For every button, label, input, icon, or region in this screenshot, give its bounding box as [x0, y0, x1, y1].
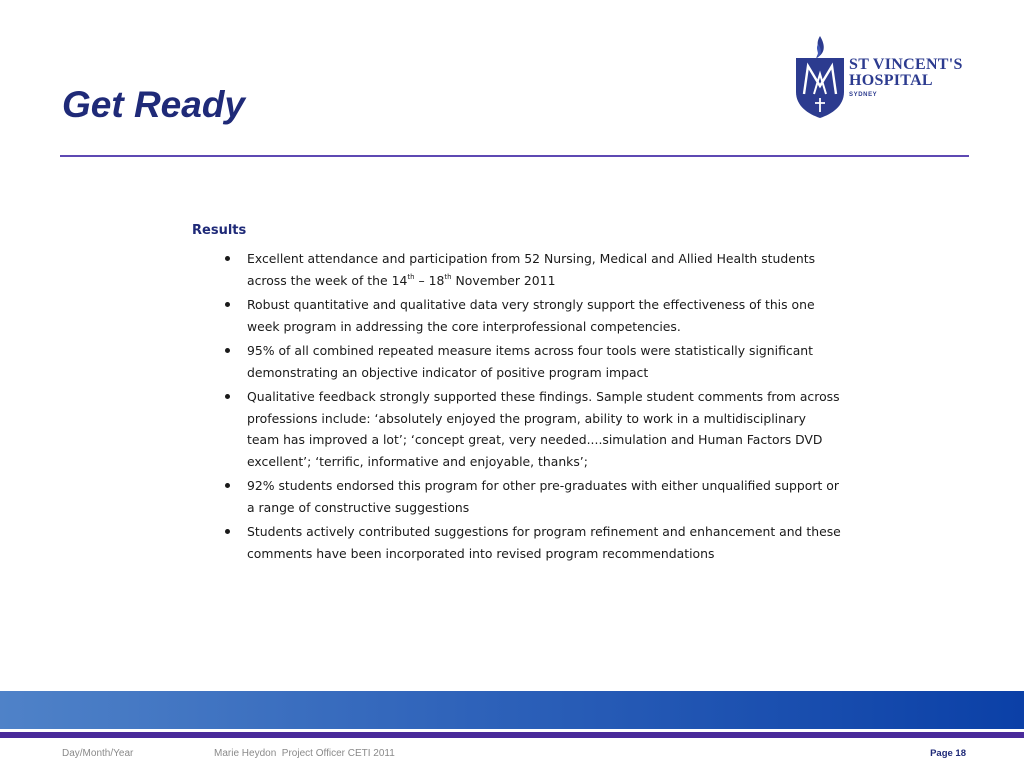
bullet-text: 92% students endorsed this program for other pre-graduates with either unqualified support or a range of constructive suggestions	[247, 478, 839, 515]
bullet-text: November 2011	[451, 272, 556, 288]
bullet-icon	[225, 256, 230, 261]
title-divider	[60, 155, 969, 157]
bullet-text: Students actively contributed suggestions for program refinement and enhancement and these comments have been incorporated into revised program recommendations	[247, 524, 841, 561]
logo-line-hospital: HOSPITAL	[849, 72, 933, 89]
bullet-text: Qualitative feedback strongly supported these findings. Sample student comments from across professions include: ‘absolutely enjoyed the program, ability to work in a multidisciplinary team has improved a lot’; ‘concept great, very needed....simulation and Human Factors DVD excellent’; ‘terrific, informative and enjoyable, thanks’;	[247, 389, 840, 469]
bullet-icon	[225, 394, 230, 399]
list-item	[192, 340, 842, 383]
footer-band	[0, 691, 1024, 729]
results-list	[192, 248, 842, 564]
list-item	[192, 248, 842, 291]
list-item	[192, 294, 842, 337]
bullet-icon	[225, 302, 230, 307]
bullet-text: 95% of all combined repeated measure items across four tools were statistically significant demonstrating an objective indicator of positive program impact	[247, 343, 813, 380]
shield-logo-icon	[792, 34, 848, 120]
list-item	[192, 521, 842, 564]
list-item	[192, 475, 842, 518]
footer-divider	[0, 732, 1024, 738]
ordinal-suffix: th	[407, 272, 415, 281]
logo-wordmark	[849, 57, 963, 99]
bullet-icon	[225, 348, 230, 353]
bullet-icon	[225, 529, 230, 534]
slide-title: Get Ready	[62, 84, 246, 125]
logo-line-city: SYDNEY	[849, 92, 878, 98]
logo-line-name: ST VINCENT'S	[849, 56, 963, 73]
footer-author: Marie Heydon Project Officer CETI 2011	[214, 748, 395, 759]
page-number: Page 18	[930, 748, 966, 759]
bullet-icon	[225, 483, 230, 488]
results-section	[192, 222, 842, 567]
footer-date: Day/Month/Year	[62, 748, 134, 759]
bullet-text: – 18	[414, 272, 445, 288]
list-item	[192, 386, 842, 472]
bullet-text: Excellent attendance and participation from 52 Nursing, Medical and Allied Health students across the week of the 14	[247, 251, 816, 288]
hospital-logo	[792, 34, 968, 120]
bullet-text: Robust quantitative and qualitative data very strongly support the effectiveness of this one week program in addressing the core interprofessional competencies.	[247, 297, 815, 334]
ordinal-suffix: th	[444, 272, 452, 281]
results-heading: Results	[192, 223, 247, 238]
